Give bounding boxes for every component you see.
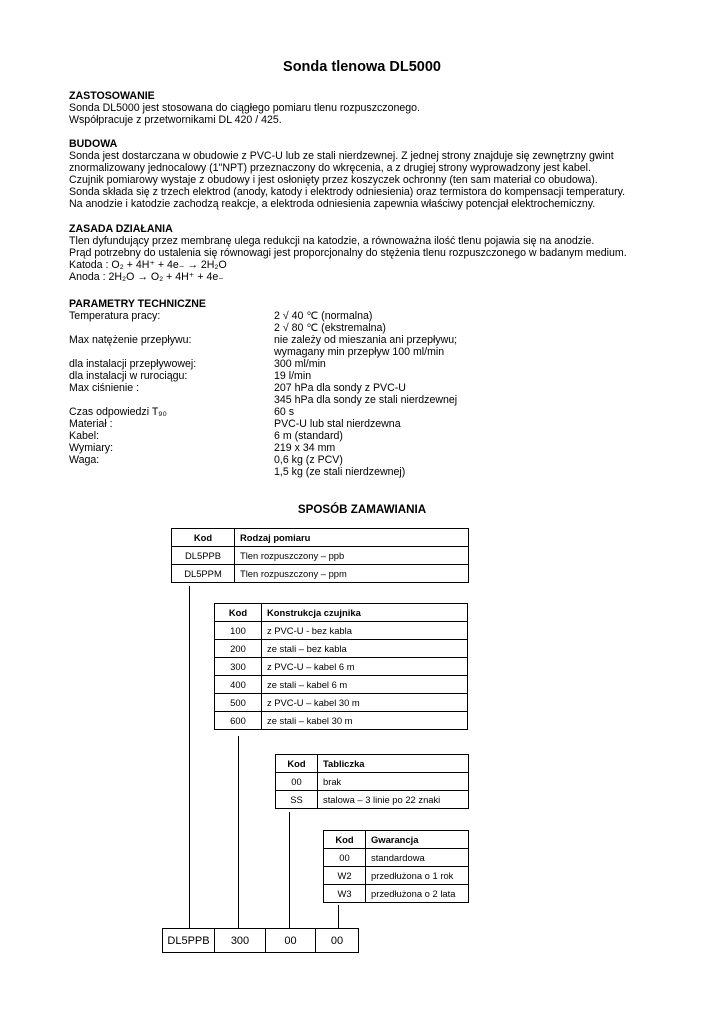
table-cell-desc: ze stali – bez kabla (262, 640, 468, 658)
table-cell-desc: stalowa – 3 linie po 22 znaki (318, 791, 469, 809)
param-label: dla instalacji przepływowej: (69, 358, 197, 370)
table-header-row (276, 755, 469, 773)
example-order-code (162, 928, 359, 953)
param-value: 345 hPa dla sondy ze stali nierdzewnej (274, 394, 458, 406)
param-label: Waga: (69, 454, 100, 466)
table-header-row (324, 831, 469, 849)
table-row (215, 640, 468, 658)
param-value: 19 l/min (274, 370, 312, 382)
section-heading: PARAMETRY TECHNICZNE (69, 298, 206, 310)
table-cell-kod: DL5PPB (172, 547, 235, 565)
table-cell-kod: 600 (215, 712, 262, 730)
text-line: Tlen dyfundujący przez membranę ulega redukcji na katodzie, a równoważna ilość tlenu pojawia się na anodzie. (69, 235, 595, 247)
table-cell-desc: z PVC-U – kabel 6 m (262, 658, 468, 676)
section-heading: BUDOWA (69, 138, 118, 150)
table-row (215, 712, 468, 730)
ordering-title: SPOSÓB ZAMAWIANIA (297, 503, 427, 516)
section-zastosowanie (69, 90, 420, 126)
column-header: Kod (215, 604, 262, 622)
text-line: Na anodzie i katodzie zachodzą reakcje, a elektroda odniesienia zapewnia właściwy potencjał elektrochemiczny. (69, 198, 596, 210)
table-cell-kod: 00 (324, 849, 366, 867)
table-konstrukcja-czujnika (214, 603, 468, 730)
table-tabliczka (275, 754, 469, 809)
param-value: 6 m (standard) (274, 430, 343, 442)
table-row (215, 694, 468, 712)
section-heading: ZASADA DZIAŁANIA (69, 223, 173, 235)
table-row (215, 622, 468, 640)
table-row (324, 849, 469, 867)
param-label: Max natężenie przepływu: (69, 334, 192, 346)
table-cell-desc: Tlen rozpuszczony – ppb (235, 547, 469, 565)
table-cell-kod: 500 (215, 694, 262, 712)
param-label: Wymiary: (69, 442, 114, 454)
param-label: dla instalacji w rurociągu: (69, 370, 188, 382)
table-cell-kod: W3 (324, 885, 366, 903)
param-value: 2 √ 40 ℃ (normalna) (274, 310, 373, 322)
param-value: 300 ml/min (274, 358, 326, 370)
code-cell-tabliczka: 00 (266, 929, 316, 953)
param-row (69, 358, 457, 370)
table-cell-kod: W2 (324, 867, 366, 885)
table-cell-kod: 00 (276, 773, 318, 791)
param-row (69, 442, 457, 454)
table-row (324, 867, 469, 885)
table-row (276, 773, 469, 791)
section-params (69, 298, 457, 478)
column-header: Kod (324, 831, 366, 849)
code-cell-rodzaj: DL5PPB (163, 929, 215, 953)
table-row (172, 547, 469, 565)
param-row (69, 382, 457, 406)
param-row (69, 406, 457, 418)
anoda-reaction: Anoda : 2H₂O → O₂ + 4H⁺ + 4e₋ (69, 271, 224, 283)
table-cell-desc: ze stali – kabel 6 m (262, 676, 468, 694)
param-value: 60 s (274, 406, 295, 418)
column-header: Konstrukcja czujnika (262, 604, 468, 622)
table-cell-desc: z PVC-U – kabel 30 m (262, 694, 468, 712)
param-row (69, 370, 457, 382)
page-title: Sonda tlenowa DL5000 (283, 59, 441, 75)
text-line: Sonda jest dostarczana w obudowie z PVC-U lub ze stali nierdzewnej. Z jednej strony znajduje się zewnętrzny gwint (69, 150, 614, 162)
text-line: znormalizowany jednocalowy (1"NPT) przeznaczony do wkręcenia, a z drugiej strony wyprowadzony jest kabel. (69, 162, 591, 174)
section-heading: ZASTOSOWANIE (69, 90, 155, 102)
table-cell-kod: SS (276, 791, 318, 809)
table-cell-desc: z PVC-U - bez kabla (262, 622, 468, 640)
param-value: 219 x 34 mm (274, 442, 336, 454)
column-header: Tabliczka (318, 755, 469, 773)
table-row (215, 676, 468, 694)
param-row (69, 430, 457, 442)
table-row (324, 885, 469, 903)
param-value: nie zależy od mieszania ani przepływu; (274, 334, 458, 346)
table-cell-desc: ze stali – kabel 30 m (262, 712, 468, 730)
table-header-row (215, 604, 468, 622)
table-header-row (172, 529, 469, 547)
param-label: Czas odpowiedzi T₉₀ (69, 406, 167, 418)
column-header: Gwarancja (366, 831, 469, 849)
table-cell-kod: 400 (215, 676, 262, 694)
connector-line (189, 586, 190, 928)
table-cell-desc: standardowa (366, 849, 469, 867)
param-value: 0,6 kg (z PCV) (274, 454, 343, 466)
table-cell-desc: przedłużona o 1 rok (366, 867, 469, 885)
text-line: Prąd potrzebny do ustalenia się równowagi jest proporcjonalny do stężenia tlenu rozpuszczonego w badanym medium. (69, 247, 627, 259)
table-row (163, 929, 359, 953)
param-value: 2 √ 80 ℃ (ekstremalna) (274, 322, 386, 334)
param-label: Kabel: (69, 430, 100, 442)
param-row (69, 454, 457, 478)
text-line: Sonda składa się z trzech elektrod (anody, katody i elektrody odniesienia) oraz termistora do kompensacji temperatury. (69, 186, 626, 198)
param-label: Temperatura pracy: (69, 310, 161, 322)
param-row (69, 310, 457, 334)
table-cell-kod: 300 (215, 658, 262, 676)
param-value: PVC-U lub stal nierdzewna (274, 418, 401, 430)
param-value: wymagany min przepływ 100 ml/min (274, 346, 445, 358)
column-header: Kod (172, 529, 235, 547)
table-gwarancja (323, 830, 469, 903)
text-line: Sonda DL5000 jest stosowana do ciągłego pomiaru tlenu rozpuszczonego. (69, 102, 421, 114)
table-row (215, 658, 468, 676)
param-value: 207 hPa dla sondy z PVC-U (274, 382, 406, 394)
table-rodzaj-pomiaru (171, 528, 469, 583)
table-cell-desc: przedłużona o 2 lata (366, 885, 469, 903)
section-zasada (69, 223, 627, 283)
table-cell-kod: 100 (215, 622, 262, 640)
table-row (172, 565, 469, 583)
table-cell-desc: Tlen rozpuszczony – ppm (235, 565, 469, 583)
table-cell-kod: 200 (215, 640, 262, 658)
table-row (276, 791, 469, 809)
code-cell-gwarancja: 00 (316, 929, 359, 953)
text-line: Współpracuje z przetwornikami DL 420 / 425. (69, 114, 282, 126)
connector-line (338, 905, 339, 928)
table-cell-kod: DL5PPM (172, 565, 235, 583)
param-label: Max ciśnienie : (69, 382, 140, 394)
param-row (69, 334, 457, 358)
connector-line (289, 812, 290, 928)
column-header: Kod (276, 755, 318, 773)
param-row (69, 418, 457, 430)
param-label: Materiał : (69, 418, 113, 430)
katoda-reaction: Katoda : O₂ + 4H⁺ + 4e₋ → 2H₂O (69, 259, 227, 271)
param-value: 1,5 kg (ze stali nierdzewnej) (274, 466, 406, 478)
column-header: Rodzaj pomiaru (235, 529, 469, 547)
connector-line (238, 736, 239, 928)
section-budowa (69, 138, 625, 210)
table-cell-desc: brak (318, 773, 469, 791)
code-cell-konstrukcja: 300 (215, 929, 266, 953)
text-line: Czujnik pomiarowy wystaje z obudowy i jest osłonięty przez koszyczek ochronny (ten sam materiał co obudowa). (69, 174, 598, 186)
